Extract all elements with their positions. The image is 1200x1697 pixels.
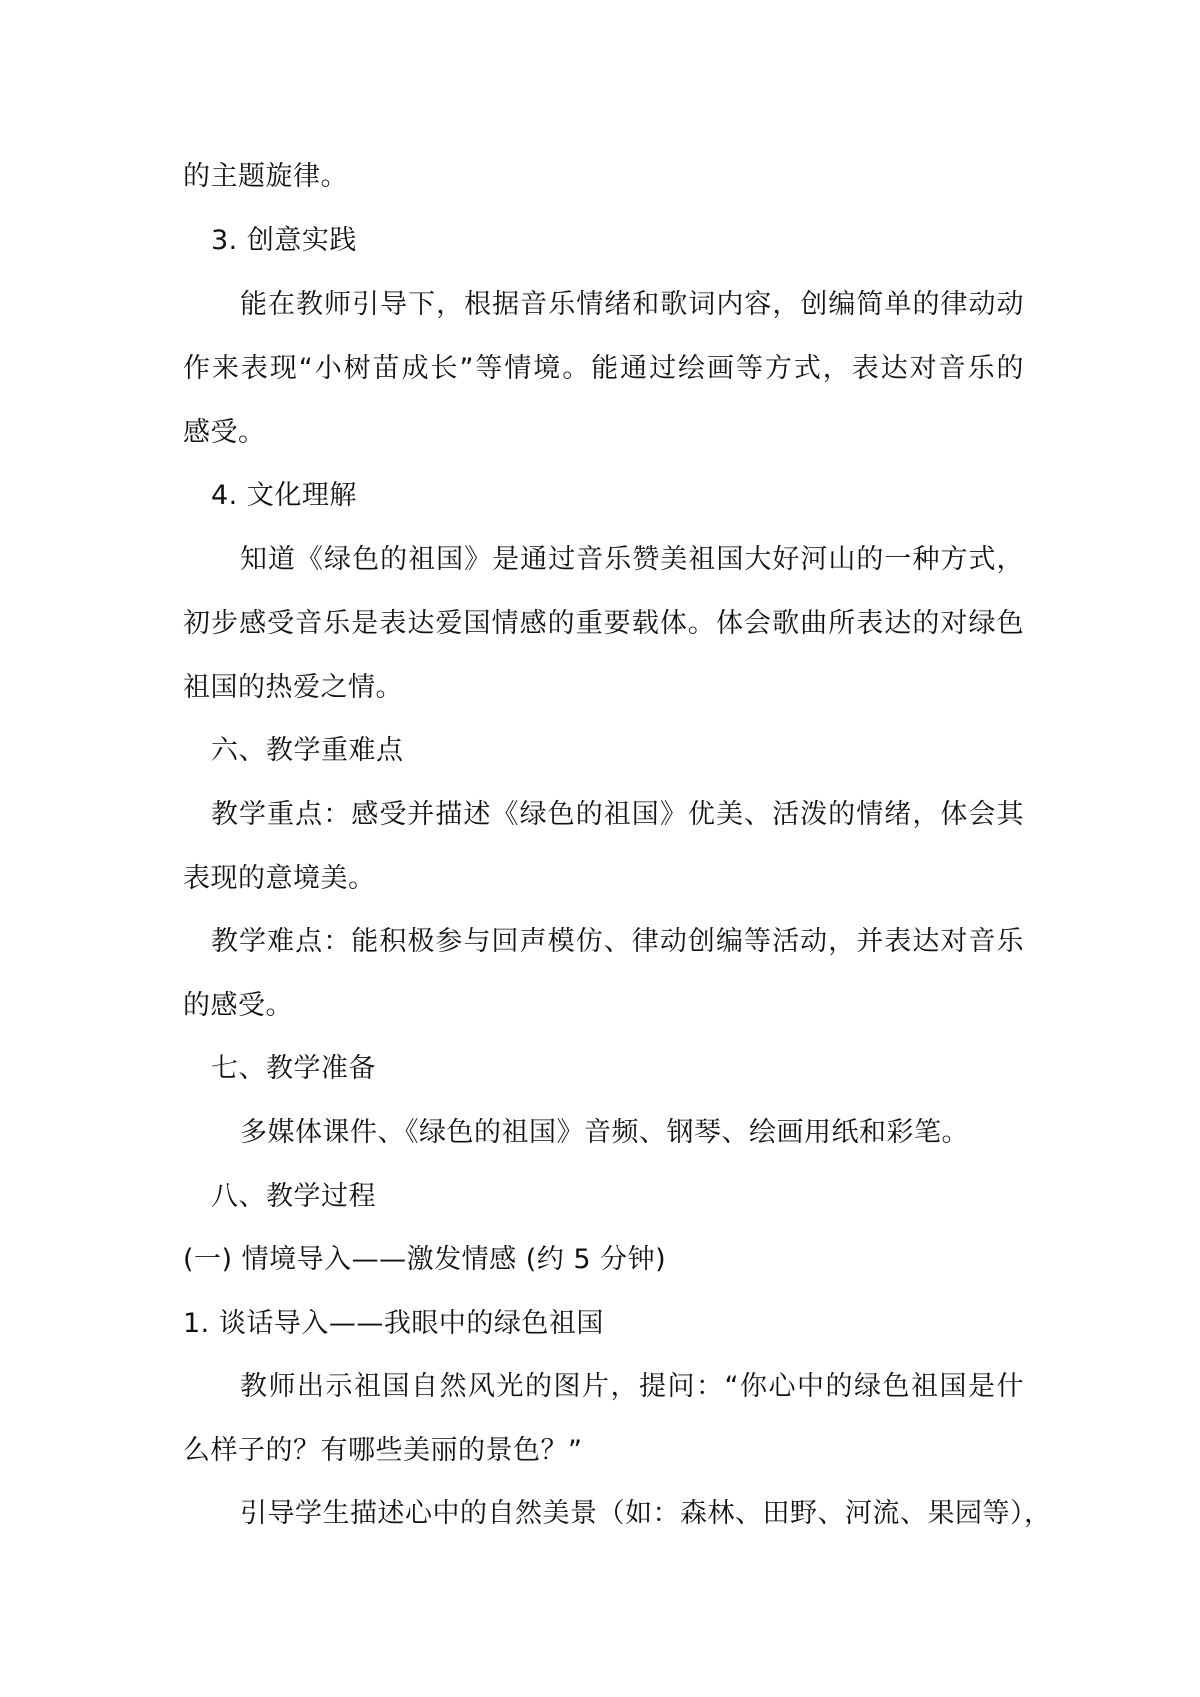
paragraph-line: 初步感受音乐是表达爱国情感的重要载体。体会歌曲所表达的对绿色 [183, 608, 1024, 639]
paragraph-line: 祖国的热爱之情。 [183, 672, 403, 703]
section-heading: 六、教学重难点 [211, 735, 404, 766]
subsection-heading: 1. 谈话导入——我眼中的绿色祖国 [183, 1308, 604, 1339]
section-heading: 3. 创意实践 [211, 225, 357, 256]
section-heading: 八、教学过程 [211, 1181, 376, 1212]
paragraph-line: 表现的意境美。 [183, 863, 376, 894]
paragraph-line: 教学难点：能积极参与回声模仿、律动创编等活动，并表达对音乐 [211, 926, 1024, 957]
paragraph-line: 引导学生描述心中的自然美景（如：森林、田野、河流、果园等）， [240, 1498, 1052, 1529]
paragraph-line: 感受。 [183, 417, 266, 448]
section-heading: 七、教学准备 [211, 1053, 376, 1084]
paragraph-line: 作来表现“小树苗成长”等情境。能通过绘画等方式，表达对音乐的 [183, 353, 1024, 384]
section-heading: 4. 文化理解 [211, 480, 357, 511]
paragraph-line: 能在教师引导下，根据音乐情绪和歌词内容，创编简单的律动动 [240, 289, 1024, 320]
paragraph-line: 教学重点：感受并描述《绿色的祖国》优美、活泼的情绪，体会其 [211, 799, 1024, 830]
paragraph-line: 么样子的？有哪些美丽的景色？” [183, 1435, 583, 1466]
paragraph-line: 知道《绿色的祖国》是通过音乐赞美祖国大好河山的一种方式， [240, 544, 1024, 575]
subsection-heading: (一) 情境导入——激发情感 (约 5 分钟) [183, 1244, 667, 1275]
paragraph-line: 的主题旋律。 [183, 161, 348, 192]
paragraph-line: 的感受。 [183, 990, 293, 1021]
paragraph-line: 多媒体课件、《绿色的祖国》音频、钢琴、绘画用纸和彩笔。 [240, 1117, 969, 1148]
paragraph-line: 教师出示祖国自然风光的图片，提问：“你心中的绿色祖国是什 [240, 1371, 1024, 1402]
